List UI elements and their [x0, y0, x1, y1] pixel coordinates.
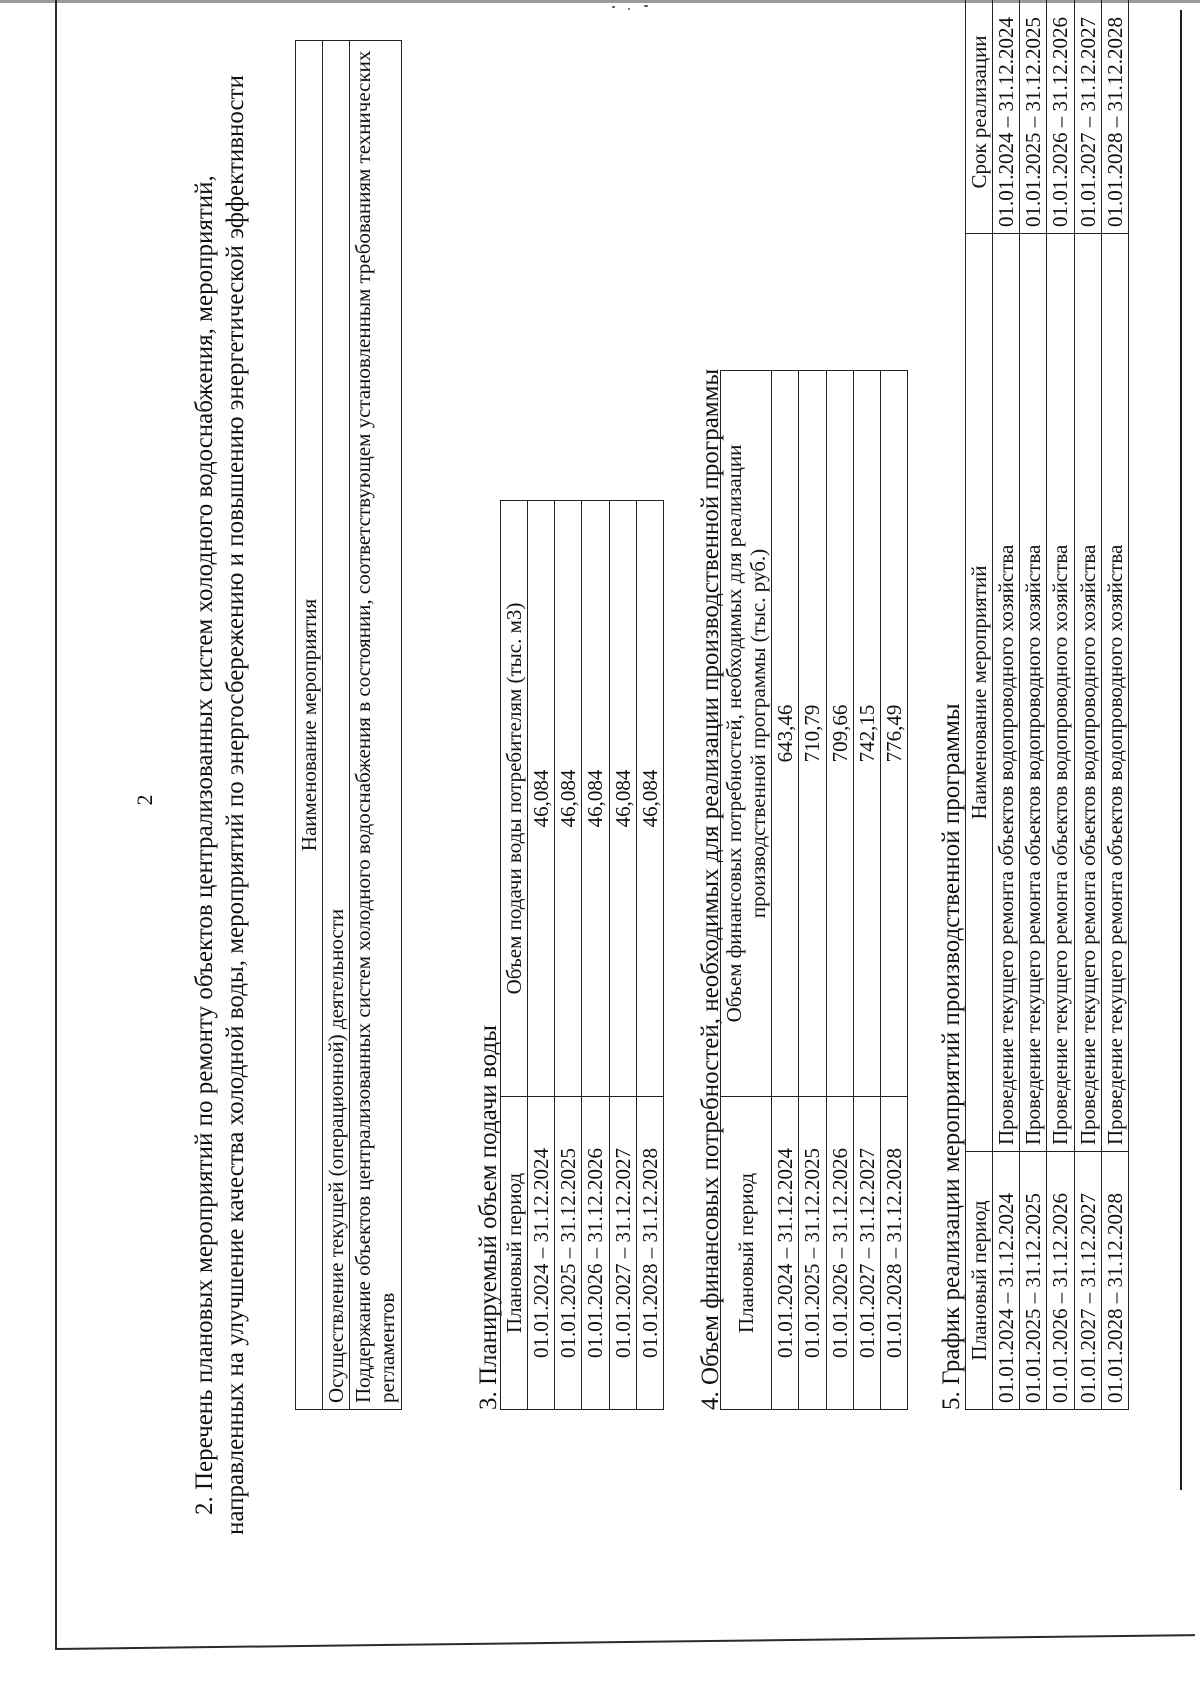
table-row [528, 501, 555, 1410]
section-2-row: Поддержание объектов централизованных систем холодного водоснабжения в состоянии, соответствующем установленным требованиям технических регламентов [350, 41, 401, 1410]
page-number: 2 [132, 794, 157, 806]
scan-edge-bottom [55, 1634, 1195, 1650]
period-cell: 01.01.2027 – 31.12.2027 [1074, 1152, 1101, 1410]
amount-cell: 710,79 [799, 371, 826, 1097]
scan-edge-left [55, 0, 57, 1650]
section-5-table [965, 0, 1129, 1410]
table-row [1047, 0, 1074, 1410]
table-row [880, 371, 907, 1410]
amount-cell: 643,46 [772, 371, 799, 1097]
rotated-document-page [70, 0, 1190, 1625]
section-3-header-volume: Объем подачи воды потребителям (тыс. м3) [501, 501, 528, 1097]
section-3-table [500, 500, 664, 1410]
section-5-header-period: Плановый период [966, 1152, 993, 1410]
section-4-title: 4. Объем финансовых потребностей, необходимых для реализации производственной программы [697, 368, 724, 1410]
table-row [609, 501, 636, 1410]
section-4-header-amount: Объем финансовых потребностей, необходимых для реализации производственной программы (тыс. руб.) [721, 371, 772, 1097]
deadline-cell: 01.01.2025 – 31.12.2025 [1020, 0, 1047, 234]
volume-cell: 46,084 [555, 501, 582, 1097]
table-row [1074, 0, 1101, 1410]
deadline-cell: 01.01.2028 – 31.12.2028 [1101, 0, 1128, 234]
table-row [582, 501, 609, 1410]
table-row [853, 371, 880, 1410]
volume-cell: 46,084 [636, 501, 663, 1097]
section-2-row: Осуществление текущей (операционной) деятельности [323, 41, 350, 1410]
section-3-header-period: Плановый период [501, 1097, 528, 1410]
volume-cell: 46,084 [582, 501, 609, 1097]
table-row [1020, 0, 1047, 1410]
section-4-table [720, 370, 908, 1410]
table-row [826, 371, 853, 1410]
measure-cell: Проведение текущего ремонта объектов водопроводного хозяйства [993, 234, 1020, 1152]
deadline-cell: 01.01.2026 – 31.12.2026 [1047, 0, 1074, 234]
volume-cell: 46,084 [609, 501, 636, 1097]
table-row [772, 371, 799, 1410]
period-cell: 01.01.2026 – 31.12.2026 [582, 1097, 609, 1410]
period-cell: 01.01.2024 – 31.12.2024 [993, 1152, 1020, 1410]
section-5-title: 5. График реализации мероприятий производственной программы [938, 703, 965, 1410]
period-cell: 01.01.2025 – 31.12.2025 [555, 1097, 582, 1410]
amount-cell: 742,15 [853, 371, 880, 1097]
measure-cell: Проведение текущего ремонта объектов водопроводного хозяйства [1047, 234, 1074, 1152]
deadline-cell: 01.01.2027 – 31.12.2027 [1074, 0, 1101, 234]
period-cell: 01.01.2027 – 31.12.2027 [853, 1097, 880, 1410]
period-cell: 01.01.2024 – 31.12.2024 [772, 1097, 799, 1410]
section-4-header-period: Плановый период [721, 1097, 772, 1410]
period-cell: 01.01.2028 – 31.12.2028 [1101, 1152, 1128, 1410]
period-cell: 01.01.2026 – 31.12.2026 [826, 1097, 853, 1410]
table-row [799, 371, 826, 1410]
period-cell: 01.01.2024 – 31.12.2024 [528, 1097, 555, 1410]
section-2-title: 2. Перечень плановых мероприятий по ремонту объектов централизованных систем холодного водоснабжения, мероприятий, направленных на улучшение качества холодной воды, мероприятий по энергосбережению и повышению энергетической эффективности [191, 75, 249, 1535]
period-cell: 01.01.2028 – 31.12.2028 [880, 1097, 907, 1410]
measure-cell: Проведение текущего ремонта объектов водопроводного хозяйства [1020, 234, 1047, 1152]
table-row [1101, 0, 1128, 1410]
section-2-header: Наименование мероприятия [296, 41, 323, 1410]
amount-cell: 709,66 [826, 371, 853, 1097]
table-row [993, 0, 1020, 1410]
period-cell: 01.01.2028 – 31.12.2028 [636, 1097, 663, 1410]
period-cell: 01.01.2025 – 31.12.2025 [1020, 1152, 1047, 1410]
period-cell: 01.01.2025 – 31.12.2025 [799, 1097, 826, 1410]
section-2-table [295, 40, 402, 1410]
table-row [636, 501, 663, 1410]
amount-cell: 776,49 [880, 371, 907, 1097]
deadline-cell: 01.01.2024 – 31.12.2024 [993, 0, 1020, 234]
section-5-header-name: Наименование мероприятий [966, 234, 993, 1152]
period-cell: 01.01.2026 – 31.12.2026 [1047, 1152, 1074, 1410]
table-row [555, 501, 582, 1410]
measure-cell: Проведение текущего ремонта объектов водопроводного хозяйства [1074, 234, 1101, 1152]
volume-cell: 46,084 [528, 501, 555, 1097]
section-5-header-deadline: Срок реализации [966, 0, 993, 234]
period-cell: 01.01.2027 – 31.12.2027 [609, 1097, 636, 1410]
section-3-title: 3. Планируемый объем подачи воды [475, 1025, 502, 1410]
measure-cell: Проведение текущего ремонта объектов водопроводного хозяйства [1101, 234, 1128, 1152]
